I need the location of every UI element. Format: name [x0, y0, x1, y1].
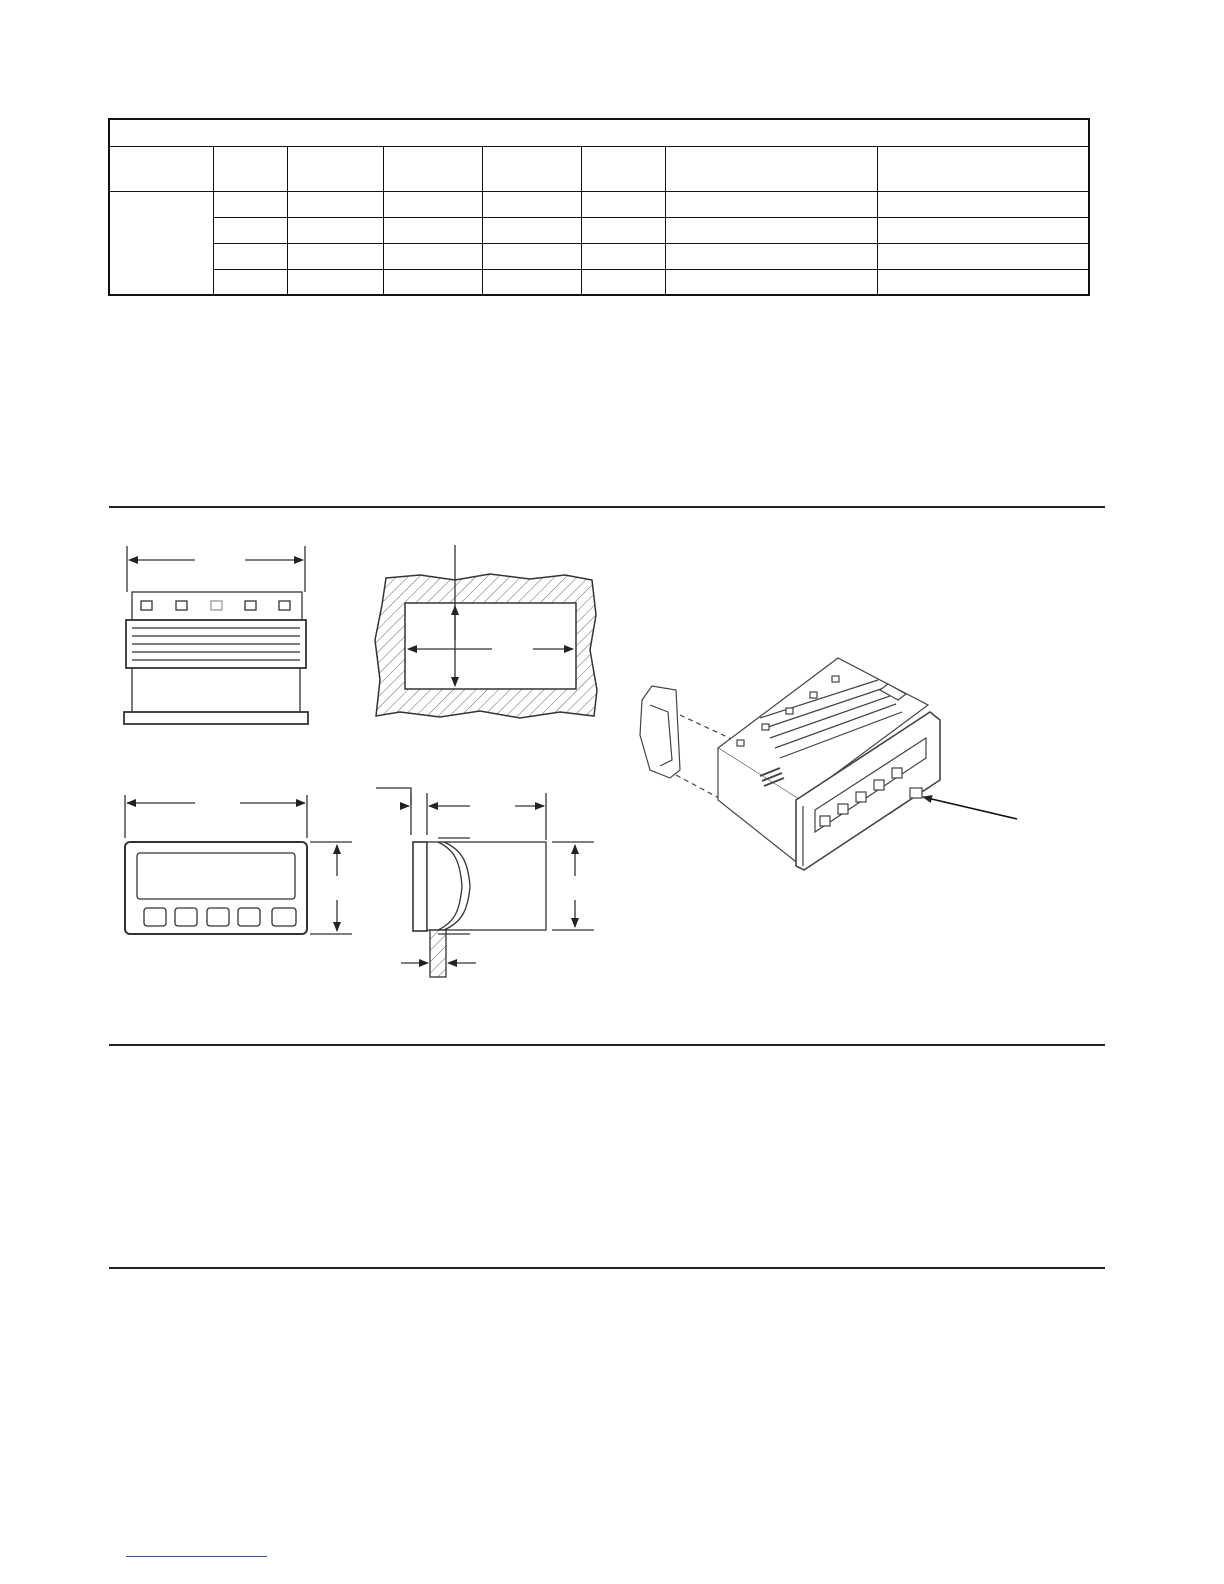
front-view-drawing — [125, 795, 352, 934]
side-view-drawing — [376, 788, 594, 977]
isometric-mounting-drawing — [640, 658, 1017, 870]
panel-cutout-drawing — [375, 545, 597, 718]
top-view-drawing — [124, 546, 308, 724]
